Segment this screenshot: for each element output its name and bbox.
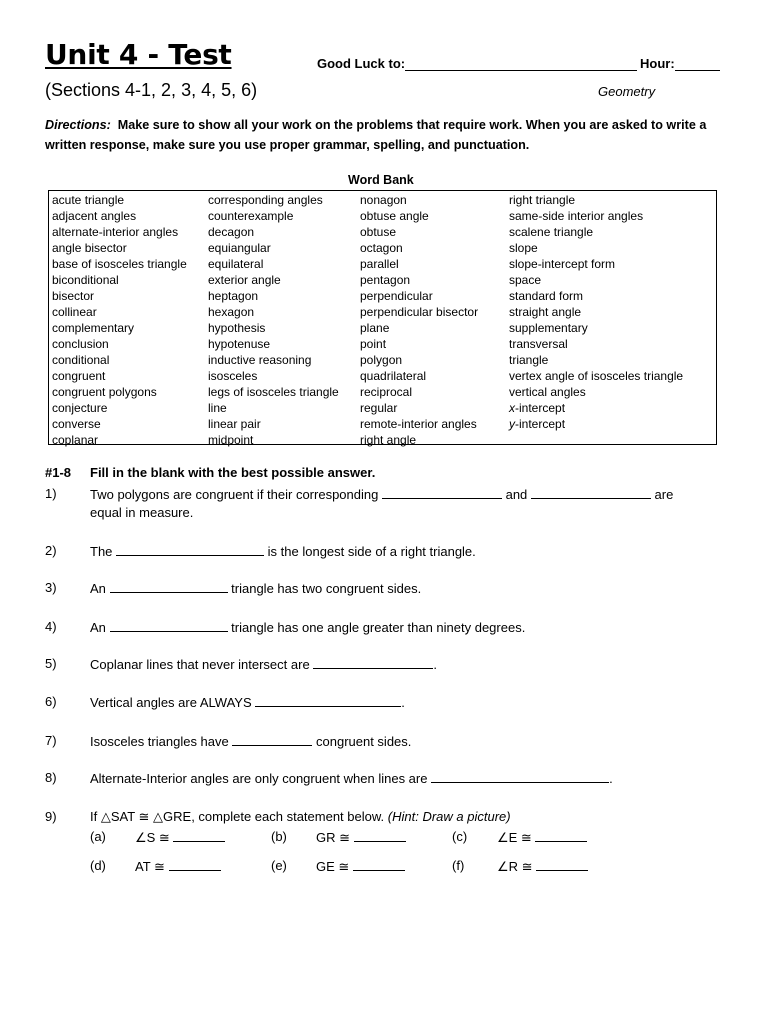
- hour-blank[interactable]: [675, 58, 720, 71]
- answer-blank[interactable]: [255, 694, 401, 707]
- word-bank-term: biconditional: [52, 273, 119, 287]
- hour-text: Hour:: [640, 56, 675, 71]
- term-suffix: -intercept: [515, 401, 566, 415]
- question-text: Two polygons are congruent if their corresponding: [90, 487, 379, 502]
- word-bank-term: counterexample: [208, 209, 294, 223]
- word-bank-term: point: [360, 337, 387, 351]
- word-bank-term: conclusion: [52, 337, 109, 351]
- answer-blank[interactable]: [353, 858, 405, 871]
- word-bank-term: conjecture: [52, 401, 108, 415]
- question-text: .: [433, 657, 437, 672]
- word-bank-term: nonagon: [360, 193, 407, 207]
- question-text: Isosceles triangles have: [90, 734, 229, 749]
- section-header: [45, 465, 376, 480]
- word-bank-term: slope: [509, 241, 538, 255]
- answer-blank[interactable]: [313, 656, 433, 669]
- part-label: (f): [452, 858, 465, 873]
- word-bank-term: parallel: [360, 257, 399, 271]
- part-label: (a): [90, 829, 106, 844]
- word-bank-term: octagon: [360, 241, 403, 255]
- question-7: [90, 733, 411, 749]
- part-expression: ∠R ≅: [497, 859, 533, 874]
- word-bank-term: bisector: [52, 289, 95, 303]
- word-bank-term: slope-intercept form: [509, 257, 616, 271]
- answer-blank[interactable]: [110, 619, 228, 632]
- question-number: 8): [45, 770, 57, 785]
- question-3: [90, 580, 421, 596]
- answer-blank[interactable]: [536, 858, 588, 871]
- word-bank-term: obtuse angle: [360, 209, 429, 223]
- question-6: [90, 694, 405, 710]
- word-bank-term: standard form: [509, 289, 584, 303]
- word-bank-term: [509, 416, 683, 432]
- word-bank-term: conditional: [52, 353, 110, 367]
- word-bank-term: plane: [360, 321, 390, 335]
- answer-blank[interactable]: [173, 829, 225, 842]
- question-number: 3): [45, 580, 57, 595]
- word-bank-column-2: [208, 192, 339, 448]
- question-text: is the longest side of a right triangle.: [267, 544, 476, 559]
- sections-subtitle: (Sections 4-1, 2, 3, 4, 5, 6): [45, 80, 258, 100]
- part-b: [316, 829, 406, 846]
- question-number: 7): [45, 733, 57, 748]
- word-bank-term: congruent: [52, 369, 106, 383]
- word-bank-term: collinear: [52, 305, 97, 319]
- section-range: #1-8: [45, 465, 72, 480]
- question-text: are: [654, 487, 674, 502]
- answer-blank[interactable]: [116, 543, 264, 556]
- question-4: [90, 619, 525, 635]
- word-bank-term: alternate-interior angles: [52, 225, 179, 239]
- word-bank-term: regular: [360, 401, 398, 415]
- part-a: [135, 829, 225, 846]
- question-9: [90, 809, 511, 825]
- question-text: If △SAT ≅ △GRE, complete each statement below.: [90, 809, 385, 824]
- word-bank-term: converse: [52, 417, 101, 431]
- part-expression: ∠E ≅: [497, 830, 532, 845]
- word-bank-term: coplanar: [52, 433, 99, 447]
- word-bank-title: Word Bank: [348, 173, 414, 187]
- word-bank-term: remote-interior angles: [360, 417, 477, 431]
- directions-label: Directions:: [45, 118, 111, 132]
- question-number: 2): [45, 543, 57, 558]
- word-bank-term: equiangular: [208, 241, 271, 255]
- word-bank-term: supplementary: [509, 321, 588, 335]
- word-bank-term: legs of isosceles triangle: [208, 385, 339, 399]
- answer-blank[interactable]: [169, 858, 221, 871]
- word-bank-term: transversal: [509, 337, 568, 351]
- question-text: Coplanar lines that never intersect are: [90, 657, 310, 672]
- word-bank-term: polygon: [360, 353, 403, 367]
- question-text: An: [90, 581, 106, 596]
- section-instructions: Fill in the blank with the best possible answer.: [90, 465, 376, 480]
- part-d: [135, 858, 221, 875]
- word-bank-term: hypotenuse: [208, 337, 271, 351]
- word-bank-term: line: [208, 401, 227, 415]
- question-number: 1): [45, 486, 57, 501]
- word-bank-column-4: [509, 192, 683, 432]
- part-label: (d): [90, 858, 106, 873]
- word-bank-term: right triangle: [509, 193, 576, 207]
- variable: y: [509, 417, 515, 431]
- question-number: 5): [45, 656, 57, 671]
- word-bank-term: midpoint: [208, 433, 254, 447]
- question-text: .: [609, 771, 613, 786]
- part-expression: ∠S ≅: [135, 830, 170, 845]
- question-number: 6): [45, 694, 57, 709]
- word-bank-term: inductive reasoning: [208, 353, 312, 367]
- word-bank-term: corresponding angles: [208, 193, 323, 207]
- question-number: 4): [45, 619, 57, 634]
- good-luck-text: Good Luck to:: [317, 56, 406, 71]
- good-luck-label: [317, 56, 637, 71]
- word-bank-term: triangle: [509, 353, 549, 367]
- part-expression: GE ≅: [316, 859, 350, 874]
- subject-label: Geometry: [598, 84, 656, 99]
- question-number: 9): [45, 809, 57, 824]
- variable: x: [509, 401, 515, 415]
- answer-blank[interactable]: [535, 829, 587, 842]
- answer-blank[interactable]: [354, 829, 406, 842]
- word-bank-term: pentagon: [360, 273, 411, 287]
- word-bank-term: angle bisector: [52, 241, 127, 255]
- question-1: [90, 486, 673, 502]
- answer-blank[interactable]: [431, 770, 609, 783]
- word-bank-column-1: [52, 192, 187, 448]
- answer-blank[interactable]: [531, 486, 651, 499]
- word-bank-term: [509, 400, 683, 416]
- page-title: Unit 4 - Test: [45, 38, 232, 71]
- word-bank-column-3: [360, 192, 478, 448]
- word-bank-term: isosceles: [208, 369, 258, 383]
- question-text: Alternate-Interior angles are only congruent when lines are: [90, 771, 428, 786]
- part-e: [316, 858, 405, 875]
- question-text: congruent sides.: [316, 734, 412, 749]
- question-8: [90, 770, 613, 786]
- word-bank-term: congruent polygons: [52, 385, 157, 399]
- part-label: (c): [452, 829, 468, 844]
- word-bank-term: quadrilateral: [360, 369, 427, 383]
- part-label: (e): [271, 858, 287, 873]
- answer-blank[interactable]: [382, 486, 502, 499]
- word-bank-term: decagon: [208, 225, 255, 239]
- word-bank-term: obtuse: [360, 225, 397, 239]
- word-bank-term: straight angle: [509, 305, 582, 319]
- question-text: The: [90, 544, 113, 559]
- question-text: Vertical angles are ALWAYS: [90, 695, 252, 710]
- name-blank[interactable]: [405, 58, 637, 71]
- word-bank-term: scalene triangle: [509, 225, 594, 239]
- word-bank-term: complementary: [52, 321, 135, 335]
- word-bank-term: perpendicular bisector: [360, 305, 479, 319]
- part-label: (b): [271, 829, 287, 844]
- part-f: [497, 858, 588, 875]
- hour-label: [640, 56, 720, 71]
- part-expression: AT ≅: [135, 859, 165, 874]
- word-bank-term: space: [509, 273, 542, 287]
- word-bank-term: equilateral: [208, 257, 264, 271]
- question-text: .: [401, 695, 405, 710]
- word-bank-term: vertex angle of isosceles triangle: [509, 369, 684, 383]
- word-bank-term: hypothesis: [208, 321, 266, 335]
- part-c: [497, 829, 587, 846]
- term-suffix: -intercept: [515, 417, 566, 431]
- question-5: [90, 656, 437, 672]
- directions-text: Make sure to show all your work on the problems that require work. When you are asked to write a written response, make sure you use proper grammar, spelling, and punctuation.: [45, 118, 707, 152]
- word-bank-term: same-side interior angles: [509, 209, 644, 223]
- word-bank-term: reciprocal: [360, 385, 413, 399]
- word-bank-term: adjacent angles: [52, 209, 137, 223]
- word-bank-term: hexagon: [208, 305, 255, 319]
- word-bank-term: exterior angle: [208, 273, 281, 287]
- question-text: An: [90, 620, 106, 635]
- word-bank-term: heptagon: [208, 289, 259, 303]
- word-bank-term: perpendicular: [360, 289, 433, 303]
- question-2: [90, 543, 476, 559]
- question-text: triangle has two congruent sides.: [231, 581, 422, 596]
- word-bank-term: base of isosceles triangle: [52, 257, 187, 271]
- question-text: triangle has one angle greater than ninety degrees.: [231, 620, 526, 635]
- answer-blank[interactable]: [110, 580, 228, 593]
- part-expression: GR ≅: [316, 830, 351, 845]
- word-bank-term: vertical angles: [509, 385, 586, 399]
- word-bank-box: [48, 190, 717, 445]
- word-bank-term: acute triangle: [52, 193, 125, 207]
- directions: [45, 115, 725, 155]
- answer-blank[interactable]: [232, 733, 312, 746]
- word-bank-term: linear pair: [208, 417, 261, 431]
- question-text: and: [505, 487, 528, 502]
- question-hint: (Hint: Draw a picture): [387, 809, 511, 824]
- word-bank-term: right angle: [360, 433, 417, 447]
- question-1-continued: equal in measure.: [90, 505, 194, 520]
